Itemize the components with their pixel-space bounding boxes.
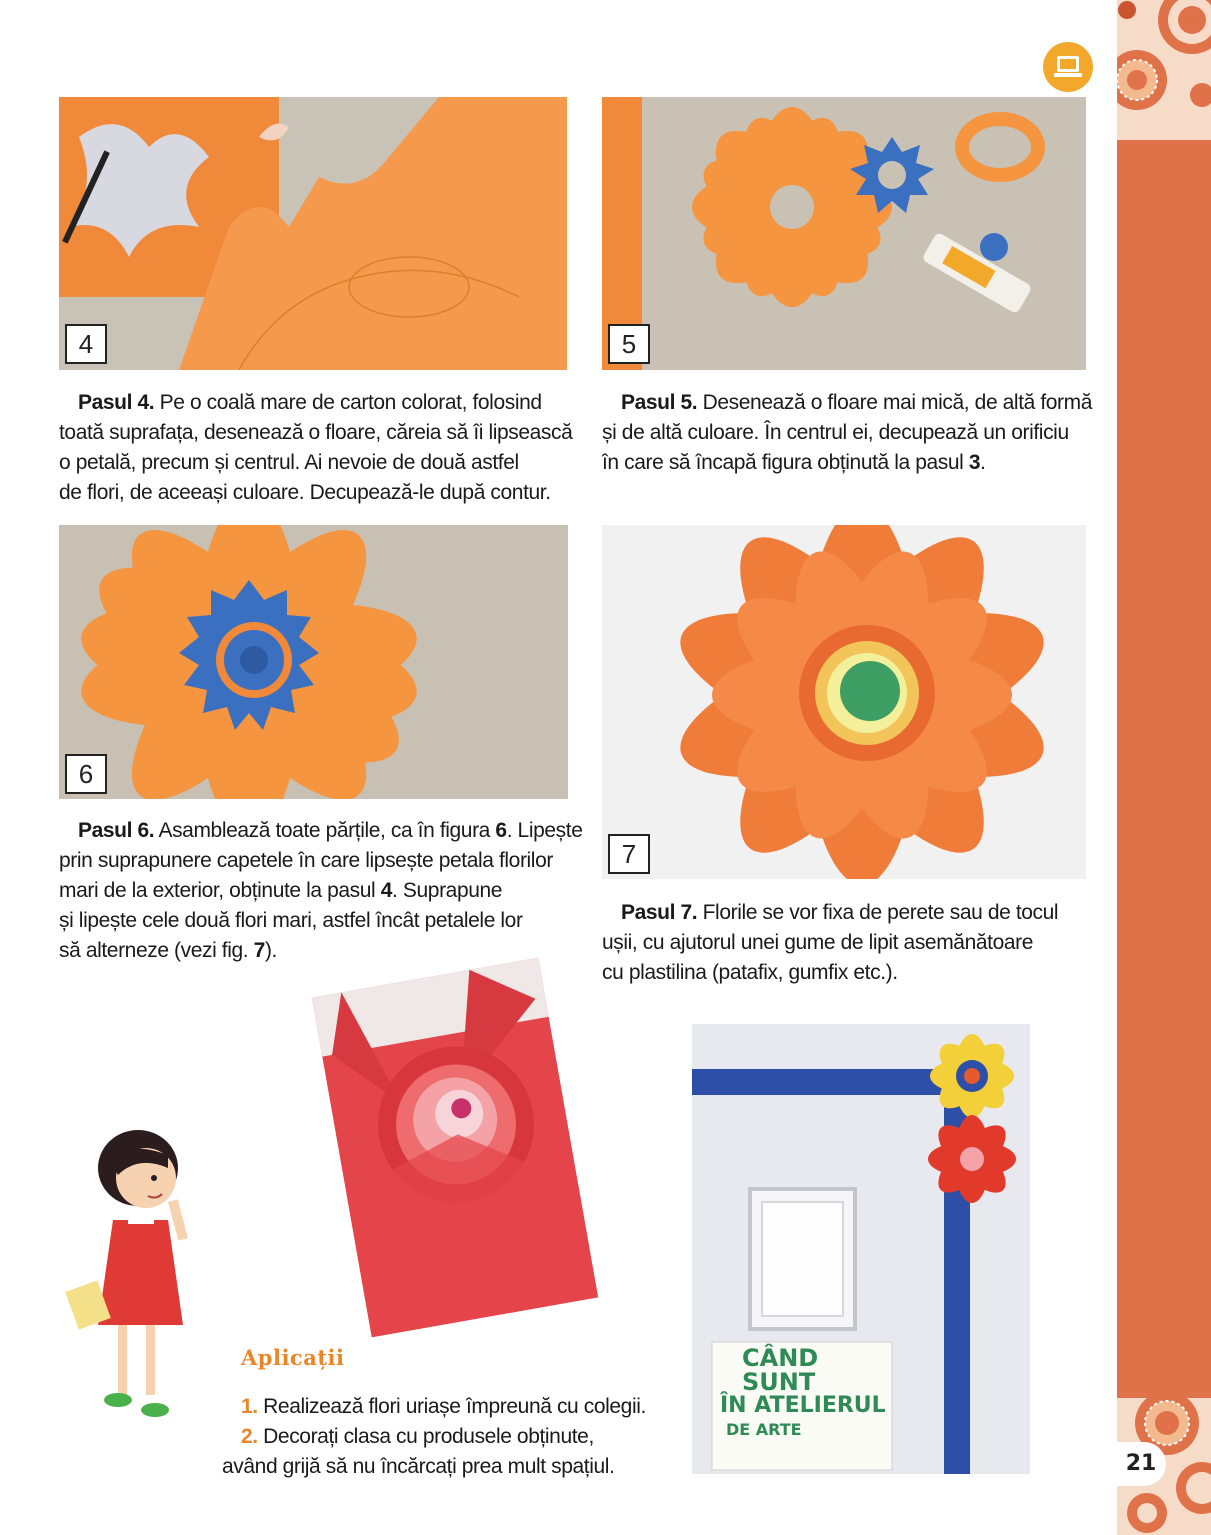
step-text-line: și lipește cele două flori mari, astfel încât petalele lor [59,909,523,932]
step-number-badge: 5 [608,324,650,364]
poster-line: CÂND SUNT [742,1344,819,1396]
poster-line: ÎN ATELIERUL [720,1393,886,1418]
step-4-text [59,388,573,508]
step-text-line: să alterneze (vezi fig. [59,939,254,962]
application-item [241,1422,594,1452]
step-6-text [59,816,583,966]
punctuation: ). [264,939,277,962]
step-label: Pasul 7. [621,901,698,924]
step-number-badge: 7 [608,834,650,874]
step-text-line: mari de la exterior, obținute la pasul [59,879,381,902]
step-reference: 3 [968,451,981,474]
step-text-line: în care să încapă figura obținută la pasul [602,451,969,474]
step-text-line: prin suprapunere capetele în care lipsește petala florilor [59,849,553,872]
step-text-line: toată suprafața, desenează o floare, căreia să îi lipsească [59,421,573,444]
step-label: Pasul 6. [78,819,155,842]
step-text-line: Florile se vor fixa de perete sau de tocul [702,901,1059,924]
item-text: Decorați clasa cu produsele obținute, [263,1425,594,1448]
step-number-badge: 6 [65,754,107,794]
step-text-line: Desenează o floare mai mică, de altă formă [702,391,1093,414]
step-text-line: și de altă culoare. În centrul ei, decupează un orificiu [602,421,1069,444]
item-number: 1. [241,1395,258,1418]
step-text-line: de flori, de aceeași culoare. Decupează-le după contur. [59,481,551,504]
photo-step-6 [59,525,568,799]
step-5-text [602,388,1102,478]
poster-text [720,1346,890,1442]
decorative-band-top [1117,0,1211,140]
step-text-line: Asamblează toate părțile, ca în figura [158,819,496,842]
photo-decorated-door [692,1024,1030,1474]
decorative-band [1117,140,1211,1398]
step-label: Pasul 4. [78,391,155,414]
computer-icon [1043,42,1093,92]
figure-reference: 7 [253,939,265,962]
application-item [241,1392,646,1422]
item-text: Realizează flori uriașe împreună cu colegii. [263,1395,646,1418]
photo-step-5 [602,97,1086,370]
applications-title: Aplicații [241,1345,345,1370]
girl-illustration [58,1120,218,1420]
photo-step-4 [59,97,567,370]
punctuation: . [980,451,986,474]
step-label: Pasul 5. [621,391,698,414]
page-number: 21 [1116,1442,1166,1486]
item-number: 2. [241,1425,258,1448]
photo-step-7 [602,525,1086,879]
step-text-line: cu plastilina (patafix, gumfix etc.). [602,961,898,984]
step-text-line: Pe o coală mare de carton colorat, folosind [159,391,542,414]
application-item-continued: având grijă să nu încărcați prea mult spațiul. [222,1455,615,1478]
step-text-line: . Suprapune [392,879,503,902]
step-7-text [602,898,1102,988]
step-reference: 4 [380,879,393,902]
photo-red-flower [312,958,598,1338]
step-text-line: o petală, precum și centrul. Ai nevoie de două astfel [59,451,519,474]
poster-line: DE ARTE [726,1420,802,1439]
step-text-line: . Lipește [506,819,583,842]
step-number-badge: 4 [65,324,107,364]
figure-reference: 6 [495,819,507,842]
step-text-line: ușii, cu ajutorul unei gume de lipit asemănătoare [602,931,1033,954]
